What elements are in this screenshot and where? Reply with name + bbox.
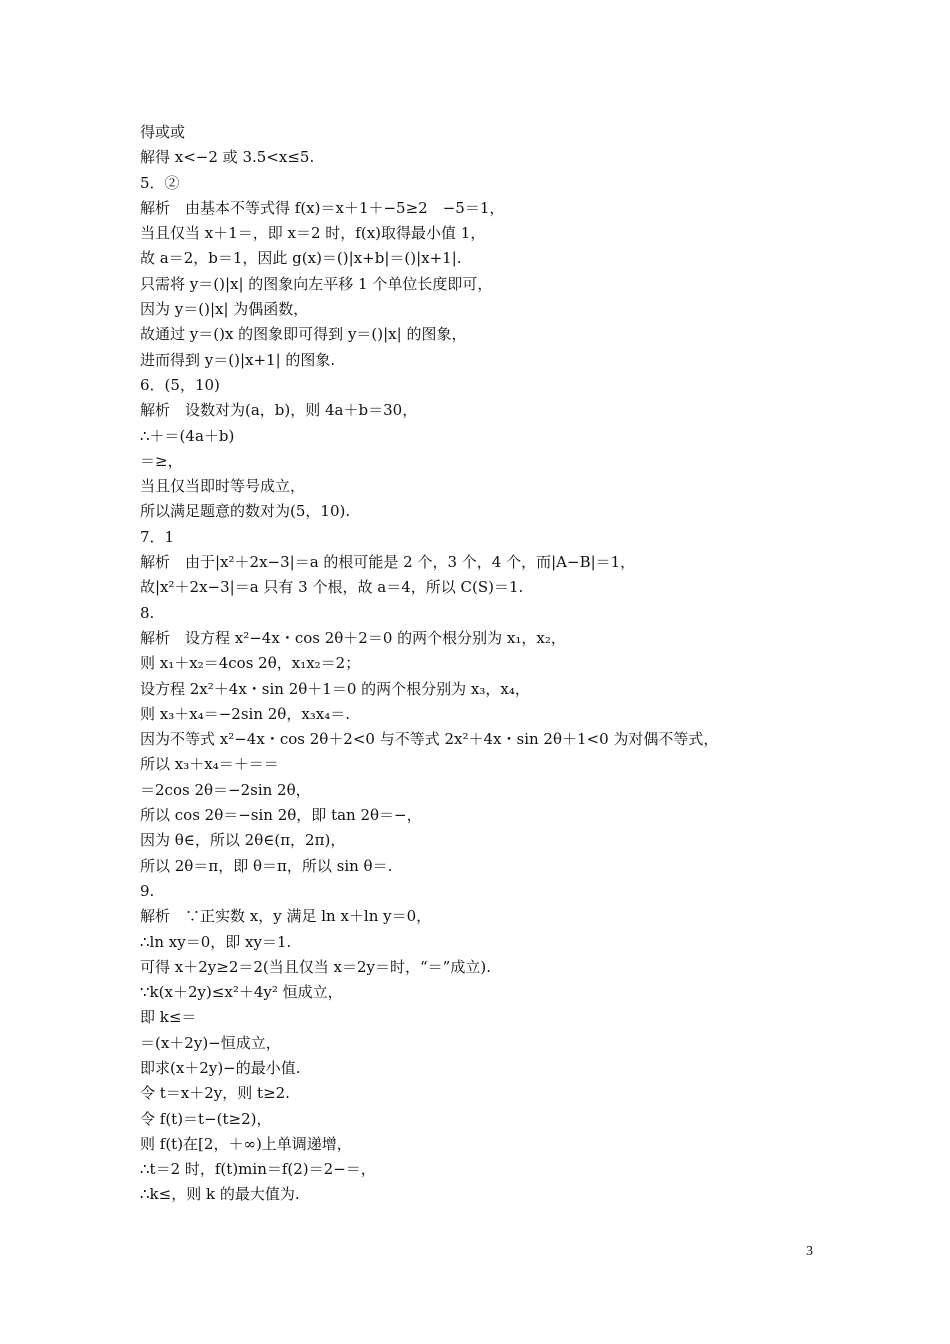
- text-line: 8.: [140, 603, 155, 622]
- text-line: ∴t＝2 时，f(t)min＝f(2)＝2−＝，: [140, 1160, 376, 1179]
- text-line: 故通过 y＝()x 的图象即可得到 y＝()|x| 的图象，: [140, 325, 467, 344]
- text-line: ∵k(x＋2y)≤x²＋4y² 恒成立，: [140, 983, 343, 1002]
- text-line: 即求(x＋2y)−的最小值.: [140, 1058, 301, 1077]
- text-line: ＝(x＋2y)−恒成立，: [140, 1033, 281, 1052]
- text-line: 令 f(t)＝t−(t≥2)，: [140, 1109, 272, 1128]
- text-line: 所以 2θ＝π，即 θ＝π，所以 sin θ＝.: [140, 856, 393, 875]
- text-line: ＝≥，: [140, 451, 183, 470]
- text-line: 当且仅当 x＋1＝，即 x＝2 时，f(x)取得最小值 1，: [140, 224, 486, 243]
- text-line: 则 x₁＋x₂＝4cos 2θ，x₁x₂＝2；: [140, 654, 361, 673]
- text-line: 所以 x₃＋x₄＝＋＝＝: [140, 755, 279, 774]
- text-line: 故|x²＋2x−3|＝a 只有 3 个根，故 a＝4，所以 C(S)＝1.: [140, 578, 524, 597]
- text-line: ∴ln xy＝0，即 xy＝1.: [140, 932, 292, 951]
- text-line: 5．②: [140, 173, 180, 192]
- text-line: 所以满足题意的数对为(5，10).: [140, 502, 351, 521]
- text-line: 因为不等式 x²−4x・cos 2θ＋2<0 与不等式 2x²＋4x・sin 2θ＋1<0 为对偶不等式，: [140, 730, 719, 749]
- text-line: 设方程 2x²＋4x・sin 2θ＋1＝0 的两个根分别为 x₃，x₄，: [140, 679, 530, 698]
- solution-text: [140, 120, 820, 1208]
- text-line: 得或或: [140, 123, 186, 141]
- text-line: 7．1: [140, 527, 175, 546]
- text-line: ∴＋＝(4a＋b): [140, 426, 235, 445]
- text-line: 9.: [140, 881, 155, 900]
- text-line: 即 k≤＝: [140, 1008, 197, 1027]
- text-line: 进而得到 y＝()|x+1| 的图象.: [140, 350, 336, 369]
- text-line: 故 a＝2，b＝1，因此 g(x)＝()|x+b|＝()|x+1|.: [140, 249, 462, 268]
- text-line: 只需将 y＝()|x| 的图象向左平移 1 个单位长度即可，: [140, 274, 493, 293]
- page-number: 3: [806, 1244, 813, 1259]
- text-line: ＝2cos 2θ＝−2sin 2θ，: [140, 780, 311, 799]
- text-line: 因为 θ∈，所以 2θ∈(π，2π)，: [140, 831, 346, 850]
- text-line: 解析 设方程 x²−4x・cos 2θ＋2＝0 的两个根分别为 x₁，x₂，: [140, 628, 566, 647]
- text-line: 解析 设数对为(a，b)，则 4a＋b＝30，: [140, 401, 418, 420]
- text-line: 解析 由基本不等式得 f(x)＝x＋1＋−5≥2 −5＝1，: [140, 198, 505, 217]
- text-line: 6．(5，10): [140, 375, 220, 394]
- text-line: 解得 x<−2 或 3.5<x≤5.: [140, 148, 315, 167]
- text-line: 所以 cos 2θ＝−sin 2θ，即 tan 2θ＝−，: [140, 806, 422, 825]
- text-line: 令 t＝x＋2y，则 t≥2.: [140, 1084, 290, 1103]
- text-line: 解析 ∵正实数 x，y 满足 ln x＋ln y＝0，: [140, 907, 432, 926]
- text-line: 则 f(t)在[2，＋∞)上单调递增，: [140, 1134, 352, 1153]
- text-line: 则 x₃＋x₄＝−2sin 2θ，x₃x₄＝.: [140, 704, 351, 723]
- text-line: 解析 由于|x²＋2x−3|＝a 的根可能是 2 个，3 个，4 个，而|A−B|＝1，: [140, 553, 636, 572]
- text-line: ∴k≤，则 k 的最大值为.: [140, 1185, 300, 1204]
- text-line: 因为 y＝()|x| 为偶函数，: [140, 300, 309, 319]
- text-line: 当且仅当即时等号成立，: [140, 477, 306, 496]
- text-line: 可得 x＋2y≥2＝2(当且仅当 x＝2y＝时，“＝”成立).: [140, 957, 491, 976]
